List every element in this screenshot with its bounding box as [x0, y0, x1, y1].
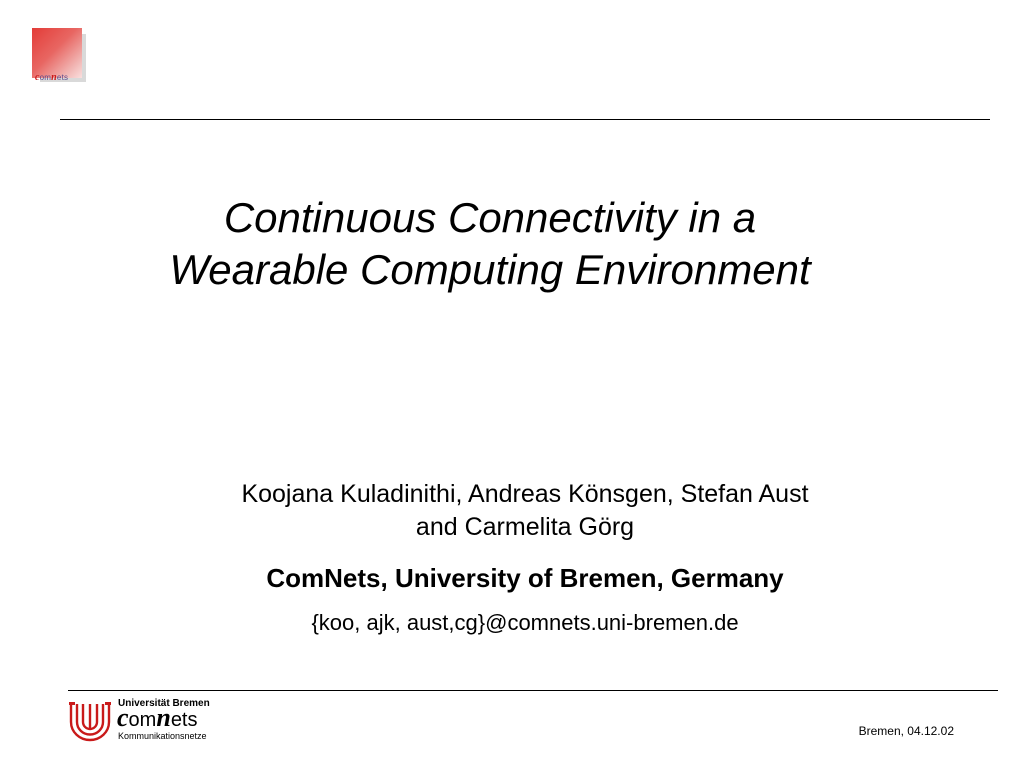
logo-square	[32, 28, 82, 78]
department-name: Kommunikationsnetze	[118, 731, 207, 741]
header-divider	[60, 119, 990, 120]
affiliation: ComNets, University of Bremen, Germany	[266, 563, 784, 593]
authors-line: and Carmelita Görg	[415, 513, 635, 541]
comnets-logo	[30, 28, 84, 84]
footer-divider	[68, 690, 998, 691]
slide-title-line: Wearable Computing Environment	[169, 246, 811, 293]
footer-date: Bremen, 04.12.02	[858, 724, 954, 738]
university-emblem-icon	[68, 700, 112, 742]
slide-title	[60, 192, 920, 296]
comnets-wordmark: comnets	[117, 703, 198, 732]
contact-email: {koo, ajk, aust,cg}@comnets.uni-bremen.de	[311, 610, 739, 635]
university-name: Universität Bremen	[118, 698, 210, 709]
university-logo	[68, 697, 238, 745]
slide-title-line: Continuous Connectivity in a	[223, 194, 757, 241]
authors-line: Koojana Kuladinithi, Andreas Könsgen, Stefan Aust	[241, 480, 809, 508]
logo-wordmark: comnets	[35, 72, 69, 83]
authors	[120, 478, 930, 544]
